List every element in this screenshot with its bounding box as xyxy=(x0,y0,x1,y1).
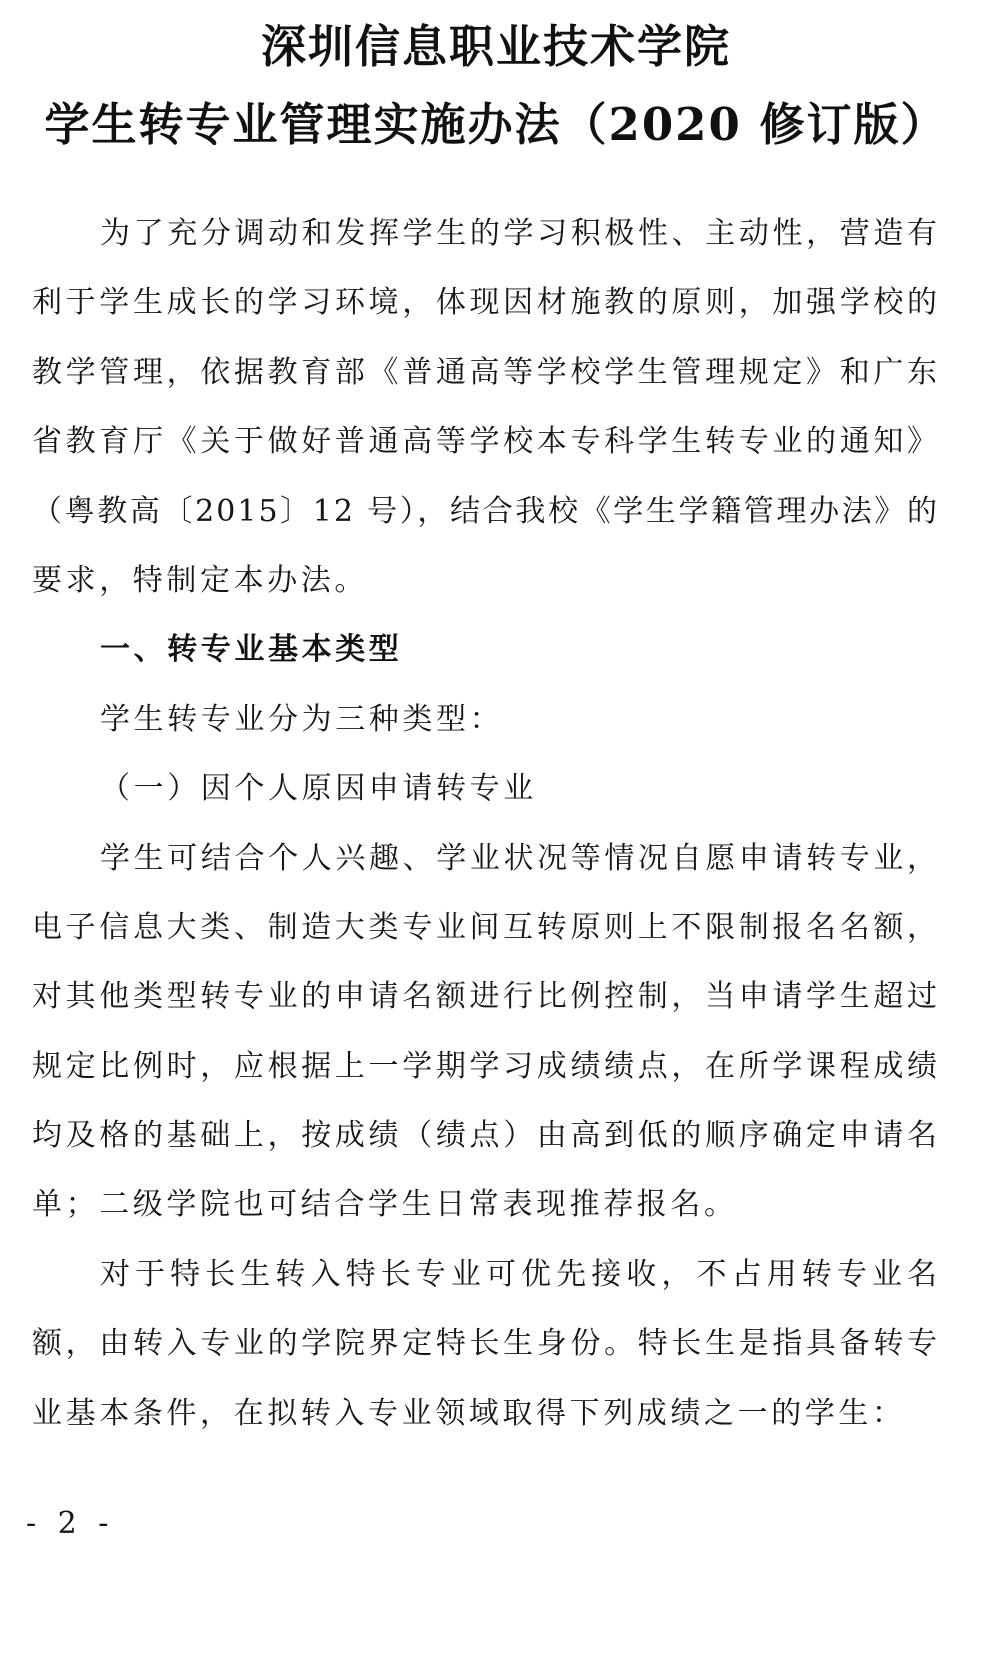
paragraph-line: 学生可结合个人兴趣、学业状况等情况自愿申请转专业， xyxy=(100,840,939,876)
paragraph-line: 单；二级学院也可结合学生日常表现推荐报名。 xyxy=(32,1187,738,1223)
paragraph-line: （粤教高〔2015〕12 号），结合我校《学生学籍管理办法》的 xyxy=(32,493,939,529)
paragraph-line: 省教育厅《关于做好普通高等学校本专科学生转专业的通知》 xyxy=(32,424,939,460)
paragraph-line: 要求，特制定本办法。 xyxy=(32,562,368,598)
institution-title: 深圳信息职业技术学院 xyxy=(260,20,731,73)
paragraph-line: 对其他类型转专业的申请名额进行比例控制，当申请学生超过 xyxy=(32,979,939,1015)
paragraph-line: 为了充分调动和发挥学生的学习积极性、主动性，营造有 xyxy=(100,216,939,251)
paragraph-line: 均及格的基础上，按成绩（绩点）由高到低的顺序确定申请名 xyxy=(32,1118,939,1154)
paragraph-line: 教学管理，依据教育部《普通高等学校学生管理规定》和广东 xyxy=(32,354,939,390)
document-title: 学生转专业管理实施办法（2020 修订版） xyxy=(44,98,948,151)
paragraph-line: 利于学生成长的学习环境，体现因材施教的原则，加强学校的 xyxy=(32,285,939,321)
intro-paragraph xyxy=(32,199,939,615)
section-lead: 学生转专业分为三种类型： xyxy=(100,701,504,737)
page-number: - 2 - xyxy=(26,1506,115,1541)
paragraph-line: 电子信息大类、制造大类专业间互转原则上不限制报名名额， xyxy=(32,909,939,945)
paragraph-line: 对于特长生转入特长专业可优先接收，不占用转专业名 xyxy=(100,1256,939,1292)
paragraph-line: 业基本条件，在拟转入专业领域取得下列成绩之一的学生： xyxy=(32,1395,906,1431)
subsection-heading: （一）因个人原因申请转专业 xyxy=(100,771,537,807)
paragraph-line: 规定比例时，应根据上一学期学习成绩绩点，在所学课程成绩 xyxy=(32,1048,939,1084)
subsection-paragraph xyxy=(32,824,939,1240)
document-body xyxy=(32,199,939,1448)
subsection-paragraph xyxy=(32,1240,939,1448)
section-heading: 一、转专业基本类型 xyxy=(100,632,403,668)
paragraph-line: 额，由转入专业的学院界定特长生身份。特长生是指具备转专 xyxy=(32,1326,939,1362)
